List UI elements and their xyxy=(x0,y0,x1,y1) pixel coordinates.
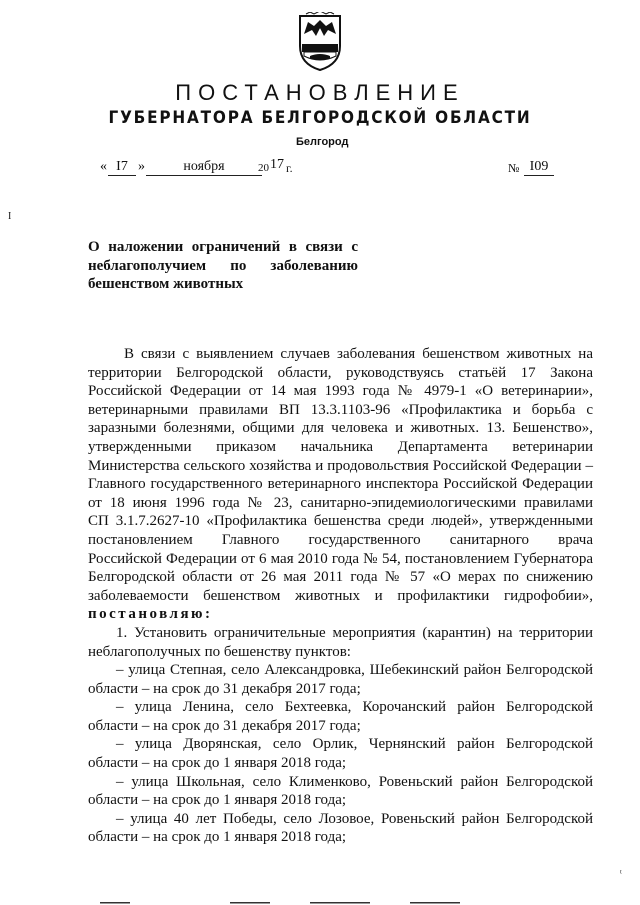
document-heading xyxy=(88,238,358,294)
body-line: утвержденными приказом начальника Департамента ветеринарии xyxy=(88,438,593,455)
body-line: Белгородской области от 26 мая 2011 года № 57 «О мерах по снижению xyxy=(88,569,593,586)
list-item-cont: области – на срок до 31 декабря 2017 года; xyxy=(88,680,361,697)
body-line: ветеринарными правилами ВП 13.3.1103-96 «Профилактика и борьба с xyxy=(88,401,593,418)
list-item-cont: области – на срок до 1 января 2018 года; xyxy=(88,792,347,809)
date-year-suffix: 17 xyxy=(270,157,284,172)
body-line: Российской Федерации от 14 мая 1993 года № 4979-1 «О ветеринарии», xyxy=(88,383,593,400)
body-line: неблагополучных по бешенству пунктов: xyxy=(88,643,351,660)
list-item: – улица 40 лет Победы, село Лозовое, Ровеньский район Белгородской xyxy=(116,810,593,827)
city-label: Белгород xyxy=(296,136,349,148)
date-day: I7 xyxy=(108,159,136,176)
heading-line: бешенством животных xyxy=(88,276,244,292)
date-year-prefix: 20 xyxy=(258,162,269,174)
body-line: заболеваемости бешенством животных и профилактики гидрофобии», xyxy=(88,587,593,604)
heading-line: неблагополучием по заболеванию xyxy=(88,257,358,274)
heading-line: О наложении ограничений в связи с xyxy=(88,239,358,255)
body-line: Российской Федерации от 6 мая 2010 года № 54, постановлением Губернатора xyxy=(88,550,593,567)
list-item: – улица Степная, село Александровка, Шебекинский район Белгородской xyxy=(116,662,593,679)
document-title: ПОСТАНОВЛЕНИЕ xyxy=(175,80,465,105)
body-line: 1. Установить ограничительные мероприятия (карантин) на территории xyxy=(116,624,593,641)
document-subtitle: ГУБЕРНАТОРА БЕЛГОРОДСКОЙ ОБЛАСТИ xyxy=(108,108,532,128)
number-value: I09 xyxy=(524,159,554,176)
list-item-cont: области – на срок до 1 января 2018 года; xyxy=(88,829,347,846)
number-field xyxy=(508,159,598,179)
corner-mark: ᵗ xyxy=(620,868,622,879)
list-item-cont: области – на срок до 31 декабря 2017 года; xyxy=(88,717,361,734)
body-line: от 18 июня 1996 года № 23, санитарно-эпидемиологическими правилами xyxy=(88,494,593,511)
next-line-fragment xyxy=(80,896,560,905)
body-line: СП 3.1.7.2627-10 «Профилактика бешенства среди людей», утвержденными xyxy=(88,513,593,530)
date-field: « I7 » ноября 20 17 г. xyxy=(100,157,293,175)
body-line: территории Белгородской области, руководствуясь статьёй 17 Закона xyxy=(88,364,593,381)
list-item: – улица Дворянская, село Орлик, Чернянский район Белгородской xyxy=(116,736,593,753)
margin-mark: I xyxy=(8,211,12,222)
number-label: № xyxy=(508,161,520,175)
list-item: – улица Ленина, село Бехтеевка, Корочанский район Белгородской xyxy=(116,699,593,716)
body-line: В связи с выявлением случаев заболевания бешенством животных на xyxy=(124,346,593,362)
list-item: – улица Школьная, село Клименково, Ровеньский район Белгородской xyxy=(116,773,593,790)
document-body xyxy=(88,345,593,847)
list-item-cont: области – на срок до 1 января 2018 года; xyxy=(88,755,347,772)
coat-of-arms-emblem xyxy=(296,12,344,72)
body-line: Главного государственного ветеринарного инспектора Российской Федерации xyxy=(88,476,593,493)
date-year-unit: г. xyxy=(286,161,293,175)
body-line: заразными болезнями, общими для человека и животных. 13. Бешенство», xyxy=(88,420,593,437)
body-line-decree: постановляю: xyxy=(88,606,213,623)
body-line: Министерства сельского хозяйства и продовольствия Российской Федерации – xyxy=(88,457,593,474)
date-month: ноября xyxy=(146,159,262,176)
body-line: постановлением Главного государственного санитарного врача xyxy=(88,531,593,548)
